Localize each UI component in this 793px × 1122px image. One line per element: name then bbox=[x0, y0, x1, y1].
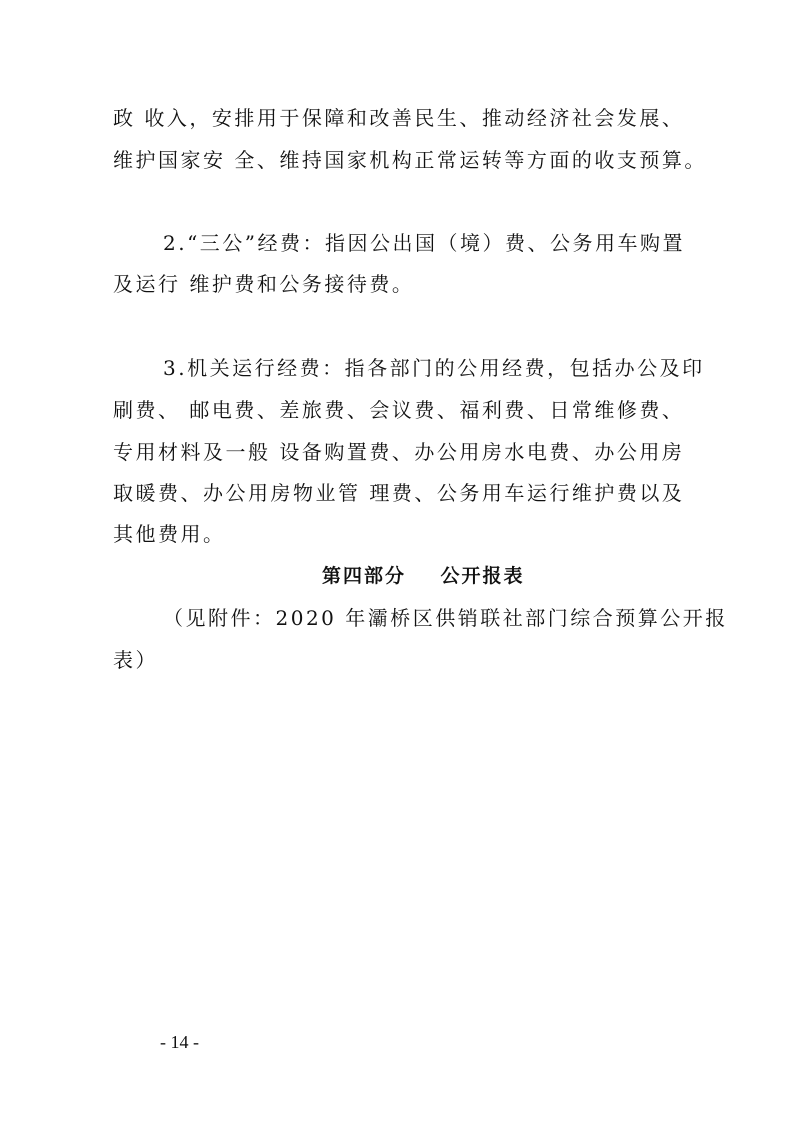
part-four-heading: 第四部分 公开报表 bbox=[322, 565, 525, 587]
definition-3-line-5: 其他费用。 bbox=[113, 522, 226, 546]
definition-3-line-4: 取暖费、办公用房物业管 理费、公务用车运行维护费以及 bbox=[113, 481, 685, 505]
attachment-note-line-2: 表） bbox=[113, 648, 158, 672]
definition-3-line-3: 专用材料及一般 设备购置费、办公用房水电费、办公用房 bbox=[113, 440, 685, 464]
definition-2-line-1: 2.“三公”经费：指因公出国（境）费、公务用车购置 bbox=[163, 231, 686, 255]
paragraph-1-line-1: 政 收入，安排用于保障和改善民生、推动经济社会发展、 bbox=[113, 106, 685, 130]
definition-2-line-2: 及运行 维护费和公务接待费。 bbox=[113, 272, 415, 296]
page-number: - 14 - bbox=[160, 1032, 199, 1052]
definition-3-line-2: 刷费、 邮电费、差旅费、会议费、福利费、日常维修费、 bbox=[113, 398, 685, 422]
paragraph-1-line-2: 维护国家安 全、维持国家机构正常运转等方面的收支预算。 bbox=[113, 148, 707, 172]
attachment-note-line-1: （见附件：2020 年灞桥区供销联社部门综合预算公开报 bbox=[163, 606, 728, 630]
definition-3-line-1: 3.机关运行经费：指各部门的公用经费，包括办公及印 bbox=[163, 356, 705, 380]
